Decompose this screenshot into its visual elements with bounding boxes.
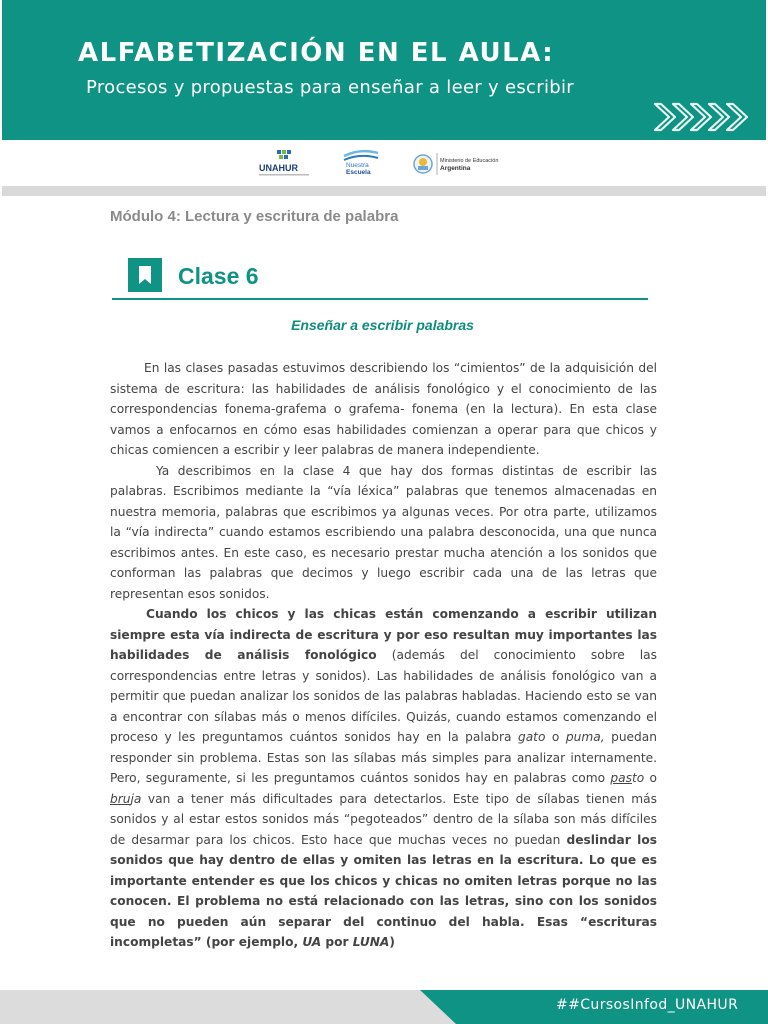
text-run: puedan responder sin problema. Estas son las sílabas más simples para analizar internamente. Pero, seguramente, si les preguntamos cuántos sonidos hay en palabras como xyxy=(110,730,657,785)
chevrons-decoration-icon xyxy=(653,100,763,134)
nuestra-escuela-logo xyxy=(344,151,378,176)
course-subtitle: Procesos y propuestas para enseñar a leer y escribir xyxy=(86,77,574,98)
nuestra-label: Nuestra xyxy=(346,162,369,169)
unahur-label: UNAHUR xyxy=(259,163,298,173)
institution-logos xyxy=(0,140,768,186)
argentina-label: Argentina xyxy=(440,165,471,172)
text-run: (además del conocimiento sobre las correspondencias entre letras y sonidos). Las habilidades de análisis fonológico van a permitir que puedan analizar los sonidos de las palabras habladas. Haciendo esto se van a encontrar con sílabas más o menos difíciles. Quizás, cuando estamos comenzando el proceso y les preguntamos cuántos sonidos hay en la palabra xyxy=(110,648,657,744)
unahur-logo xyxy=(259,150,309,176)
escuela-label: Escuela xyxy=(346,169,371,176)
header-banner xyxy=(2,0,766,140)
module-heading: Módulo 4: Lectura y escritura de palabra xyxy=(110,208,399,225)
italic-syllable: to xyxy=(631,771,645,785)
paragraph-3 xyxy=(110,604,657,953)
underlined-syllable: pas xyxy=(610,771,632,785)
ministerio-label: Ministerio de Educación xyxy=(440,158,499,164)
class-title-rule xyxy=(112,298,648,300)
text-run: o xyxy=(644,771,657,785)
ministerio-logo xyxy=(414,153,498,175)
paragraph-1: En las clases pasadas estuvimos describiendo los “cimientos” de la adquisición del sistema de escritura: las habilidades de análisis fonológico y el conocimiento de las correspondencias fonema-grafema o grafema- fonema (en la lectura). En esta clase vamos a enfocarnos en cómo esas habilidades comienzan a operar para que chicos y chicas comiencen a escribir y leer palabras de manera independiente. xyxy=(110,361,657,457)
course-title: ALFABETIZACIÓN EN EL AULA: xyxy=(78,38,555,68)
text-run: van a tener más dificultades para detectarlos. Este tipo de sílabas tienen más sonidos y al estar estos sonidos más “pegoteados” dentro de la sílaba son más difíciles de desarmar para los chicos. Esto hace que muchas veces no puedan xyxy=(110,791,657,847)
footer-hashtag: ##CursosInfod_UNAHUR xyxy=(556,997,739,1013)
italic-word: gato xyxy=(517,730,546,744)
class-title: Clase 6 xyxy=(178,263,259,289)
italic-syllable: ja xyxy=(130,791,142,806)
bold-text: deslindar los sonidos que hay dentro de ellas y omiten las letras en la escritura. Lo que es importante entender es que los chicos y chicas no omiten letras porque no las conocen. El problema no está relacionado con las letras, sino con los sonidos que no pueden aún separar del continuo del habla. Esas “escrituras incompletas” (por ejemplo, xyxy=(110,832,657,949)
body-text xyxy=(110,358,657,953)
bookmark-icon xyxy=(128,258,162,292)
paragraph-2: Ya describimos en la clase 4 que hay dos formas distintas de escribir las palabras. Escribimos mediante la “vía léxica” palabras que tenemos almacenadas en nuestra memoria, palabras que escribimos ya algunas veces. Por otra parte, utilizamos la “vía indirecta” cuando estamos escribiendo una palabra desconocida, una que nunca escribimos antes. En este caso, es necesario prestar mucha atención a los sonidos que conforman las palabras que decimos y luego escribir cada una de las letras que representan esos sonidos. xyxy=(110,463,657,601)
separator-bar xyxy=(2,186,766,196)
bold-text: por xyxy=(321,935,353,949)
section-title: Enseñar a escribir palabras xyxy=(291,317,474,333)
bold-text: Cuando los chicos y las chicas están comenzando a escribir utilizan siempre esta vía indirecta de escritura y por eso resultan muy importantes las habilidades de análisis fonológico xyxy=(110,607,657,662)
underlined-syllable: bru xyxy=(110,791,131,806)
logos-row xyxy=(0,140,768,186)
bold-italic-word: LUNA xyxy=(352,935,390,949)
text-run: o xyxy=(545,730,566,744)
italic-word: puma, xyxy=(565,730,605,744)
bold-text: ) xyxy=(389,935,395,949)
bold-italic-word: UA xyxy=(302,935,322,949)
